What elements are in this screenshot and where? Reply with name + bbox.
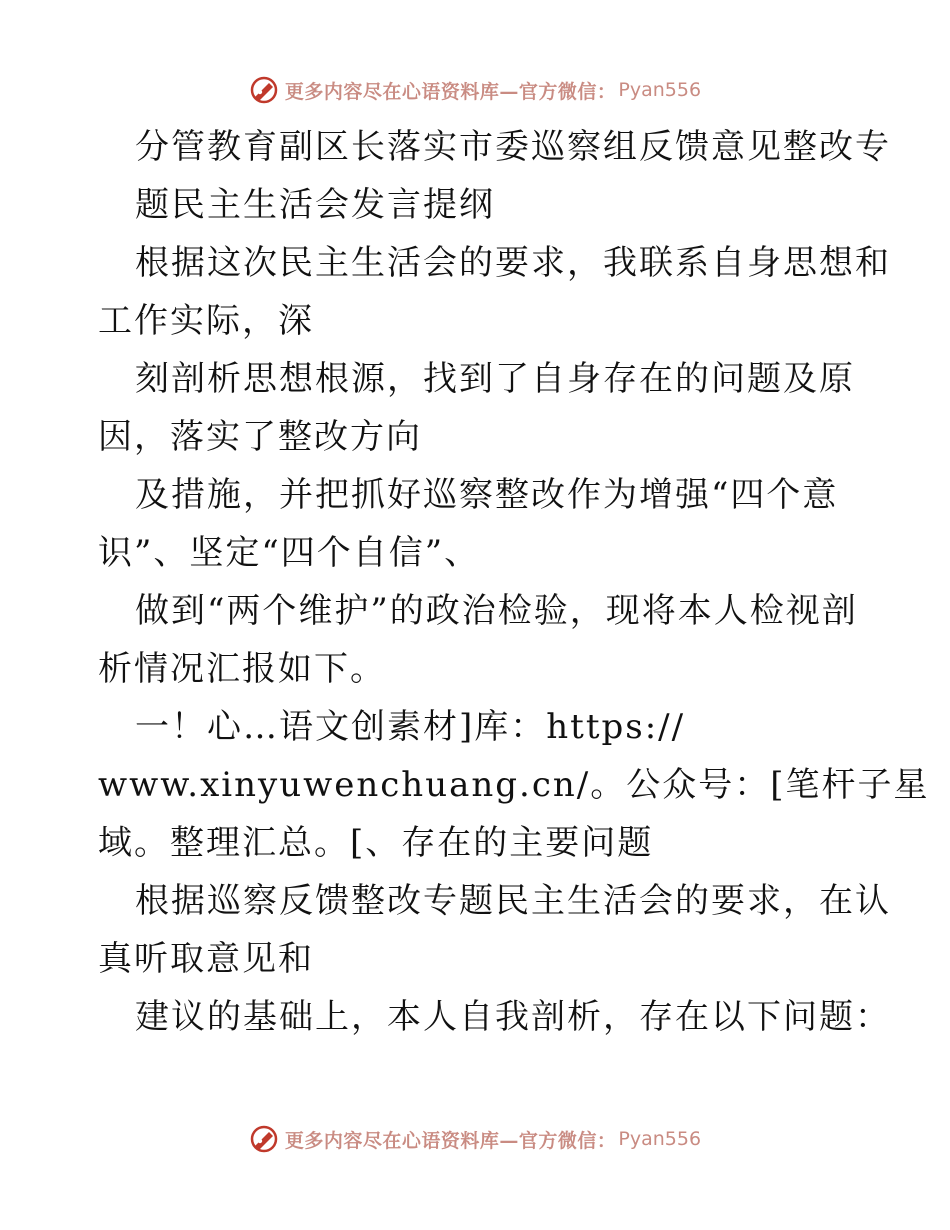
watermark-banner-bottom xyxy=(0,1121,950,1157)
paragraph-line: 做到“两个维护”的政治检验，现将本人检视剖 xyxy=(135,591,858,631)
paragraph-line: 一！心…语文创素材]库：https:// xyxy=(135,707,686,747)
paragraph-line: 析情况汇报如下。 xyxy=(98,649,386,689)
paragraph-line: www.xinyuwenchuang.cn/。公众号：[笔杆子星 xyxy=(98,765,930,805)
paragraph-line: 真听取意见和 xyxy=(98,939,314,979)
watermark-text: 更多内容尽在心语资料库—官方微信： xyxy=(284,1129,617,1152)
paragraph-line: 建议的基础上，本人自我剖析，存在以下问题： xyxy=(135,997,891,1037)
pen-logo-icon xyxy=(249,1124,279,1154)
section-heading: 域。整理汇总。[、存在的主要问题 xyxy=(98,823,654,863)
watermark-banner-top xyxy=(0,72,950,108)
title-line-2: 题民主生活会发言提纲 xyxy=(135,185,495,225)
paragraph-line: 因，落实了整改方向 xyxy=(98,417,422,457)
paragraph-line: 及措施，并把抓好巡察整改作为增强“四个意 xyxy=(135,475,839,515)
paragraph-line: 工作实际，深 xyxy=(98,301,314,341)
paragraph-line: 刻剖析思想根源，找到了自身存在的问题及原 xyxy=(135,359,855,399)
paragraph-line: 识”、坚定“四个自信”、 xyxy=(98,533,481,573)
pen-logo-icon xyxy=(249,75,279,105)
watermark-text: 更多内容尽在心语资料库—官方微信： xyxy=(284,80,617,103)
watermark-account: Pyan556 xyxy=(618,1128,702,1150)
paragraph-line: 根据巡察反馈整改专题民主生活会的要求，在认 xyxy=(135,881,891,921)
title-line-1: 分管教育副区长落实市委巡察组反馈意见整改专 xyxy=(135,127,891,167)
paragraph-line: 根据这次民主生活会的要求，我联系自身思想和 xyxy=(135,243,891,283)
watermark-account: Pyan556 xyxy=(618,79,702,101)
document-body xyxy=(98,118,930,1046)
